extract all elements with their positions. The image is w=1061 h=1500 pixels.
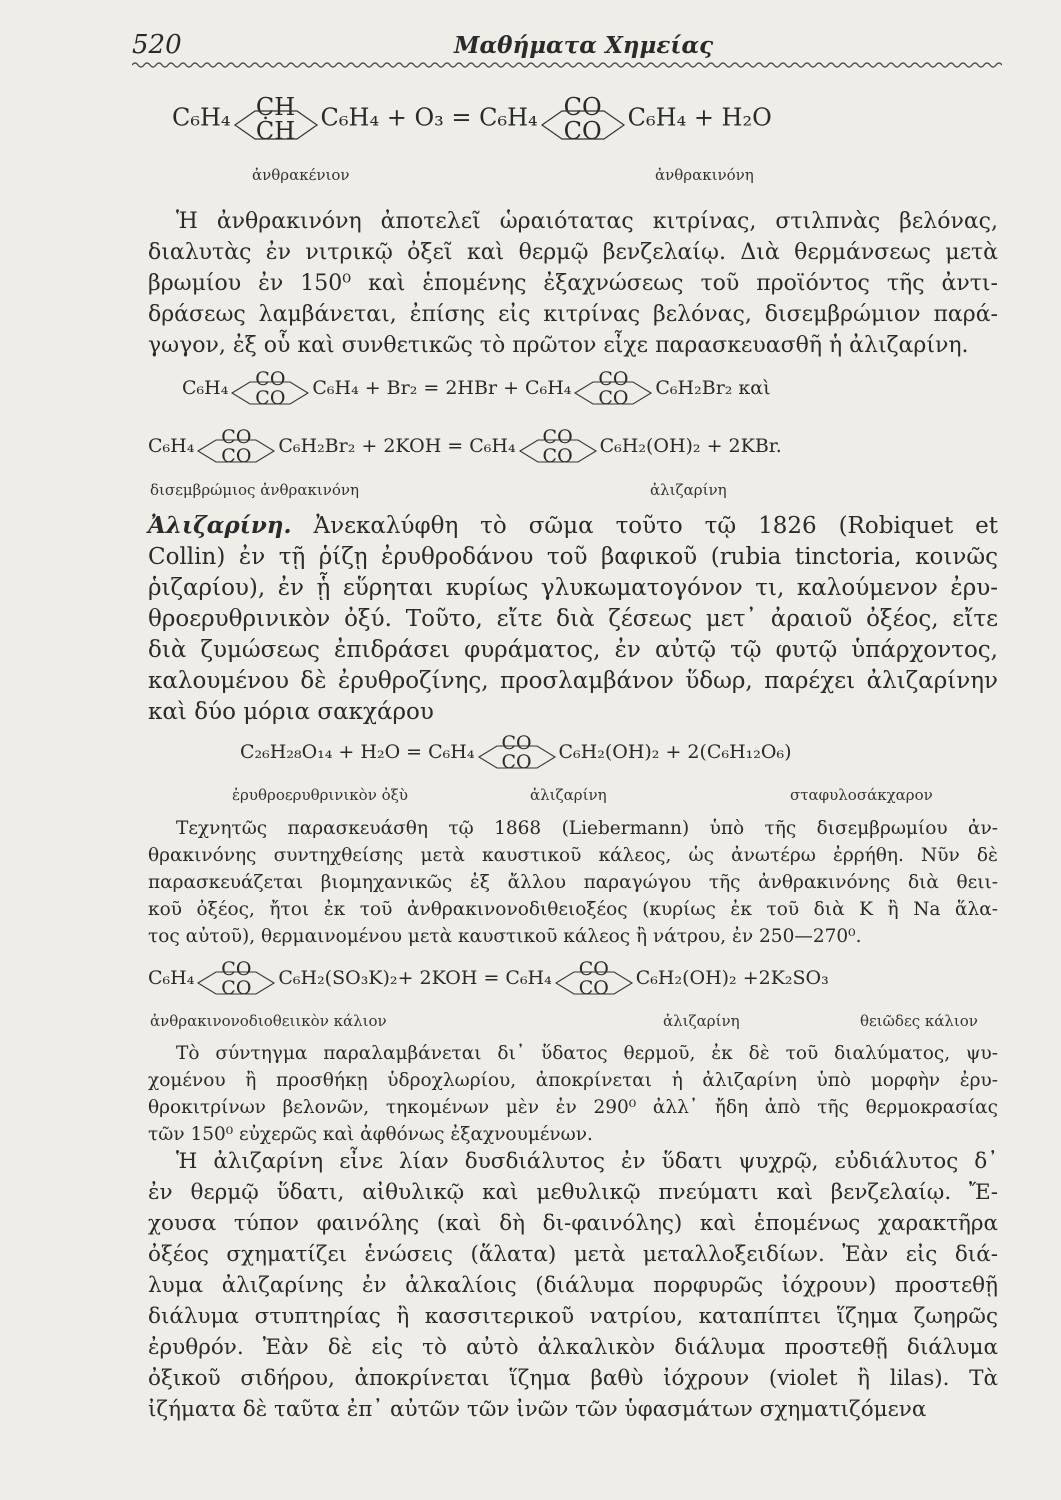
text-line: δράσεως λαμβάνεται, ἐπίσης εἰς κιτρίνας βελόνας, δισεμβρώμιον παρά- — [148, 302, 998, 327]
formula-part: C₆H₂(SO₃K)₂+ 2KOH = C₆H₄ — [278, 967, 552, 989]
bridge-lines — [573, 370, 653, 416]
stack-top: CO — [542, 426, 573, 448]
text-line: Ἡ ἀνθρακινόνη ἀποτελεῖ ὡραιότατας κιτρίνας, στιλπνὰς βελόνας, — [176, 209, 998, 234]
reaction-sulfonate-fusion — [148, 960, 829, 998]
text-line: τῶν 150⁰ εὐχερῶς καὶ ἀφθόνως ἐξαχνουμένων. — [148, 1124, 593, 1145]
text-line-content: Ἀνεκαλύφθη τὸ σῶμα τοῦτο τῷ 1826 (Robiquet et — [313, 513, 998, 539]
text-line: ἐν θερμῷ ὕδατι, αἰθυλικῷ καὶ μεθυλικῷ πνεύματι καὶ βενζελαίῳ. Ἔ- — [148, 1180, 998, 1205]
stack-bottom: CO — [578, 977, 609, 999]
formula-part: C₆H₂Br₂ καὶ — [655, 377, 771, 399]
text-line: διὰ ζυμώσεως ἐπιδράσει φυράματος, ἐν αὐτῷ τῷ φυτῷ ὑπάρχοντος, — [148, 637, 998, 663]
caption-alizarin: ἀλιζαρίνη — [663, 1012, 740, 1030]
bridge-stack — [196, 428, 276, 466]
caption-alizarin: ἀλιζαρίνη — [650, 481, 727, 499]
stack-bottom: CO — [542, 445, 573, 467]
formula-part: C₆H₄ — [148, 967, 195, 989]
stack-top: CO — [598, 368, 629, 390]
caption-alizarin: ἀλιζαρίνη — [530, 786, 607, 804]
paragraph-alizarin — [148, 510, 998, 728]
stack-top: CO — [578, 958, 609, 980]
caption-grape-sugar: σταφυλοσάκχαρον — [790, 786, 933, 804]
bridge-lines — [540, 95, 626, 155]
bridge-lines — [230, 370, 310, 416]
formula-part: C₆H₄ — [148, 435, 195, 457]
text-line: Collin) ἐν τῇ ῥίζῃ ἐρυθροδάνου τοῦ βαφικοῦ (rubia tinctoria, κοινῶς — [148, 544, 998, 570]
text-line: ἰζήματα δὲ ταῦτα ἐπ᾽ αὐτῶν τῶν ἰνῶν τῶν ὑφασμάτων σχηματιζόμενα — [148, 1397, 927, 1422]
formula-part: C₆H₂(OH)₂ +2K₂SO₃ — [635, 967, 829, 989]
stack-top: CO — [221, 426, 252, 448]
paragraph-synthesis — [148, 815, 998, 950]
text-line: τος αὐτοῦ), θερμαινομένου μετὰ καυστικοῦ κάλεος ἢ νάτρου, ἐν 250—270⁰. — [148, 926, 862, 947]
caption-erythroerythrinic-acid: ἐρυθροερυθρινικὸν ὀξὺ — [232, 786, 409, 804]
formula-part: C₆H₄ — [172, 103, 231, 132]
text-line: ὀξικοῦ σιδήρου, ἀποκρίνεται ἵζημα βαθὺ ἰόχρουν (violet ἢ lilas). Τὰ — [148, 1366, 998, 1391]
text-line: διαλυτὰς ἐν νιτρικῷ ὀξεῖ καὶ θερμῷ βενζελαίῳ. Διὰ θερμάνσεως μετὰ — [148, 240, 998, 265]
bridge-stack — [230, 370, 310, 408]
bridge-lines — [554, 960, 634, 1006]
caption-potassium-sulfite: θειῶδες κάλιον — [860, 1012, 978, 1030]
bridge-stack — [554, 960, 634, 998]
text-line: χουσα τύπον φαινόλης (καὶ δὴ δι-φαινόλης) καὶ ἑπομένως χαρακτῆρα — [148, 1211, 998, 1236]
caption-anthracene: ἀνθρακένιον — [252, 166, 350, 184]
stack-top: CO — [221, 958, 252, 980]
text-line: γωγον, ἐξ οὗ καὶ συνθετικῶς τὸ πρῶτον εἶχε παρασκευασθῆ ἡ ἀλιζαρίνη. — [148, 333, 969, 358]
formula-part: C₆H₂(OH)₂ + 2KBr. — [599, 435, 782, 457]
stack-top: CH — [255, 93, 296, 121]
stack-bottom: ĊH — [255, 117, 296, 145]
stack-bottom: CO — [221, 445, 252, 467]
text-line: Ἡ ἀλιζαρίνη εἶνε λίαν δυσδιάλυτος ἐν ὕδατι ψυχρῷ, εὐδιάλυτος δ᾽ — [176, 1149, 998, 1174]
formula-part: C₆H₂(OH)₂ + 2(C₆H₁₂O₆) — [558, 741, 792, 763]
text-line: θρακινόνης συντηχθείσης μετὰ καυστικοῦ κάλεος, ὡς ἀνωτέρω ἐρρήθη. Νῦν δὲ — [148, 845, 998, 866]
stack-bottom: CO — [255, 387, 286, 409]
stack-bottom: CO — [221, 977, 252, 999]
formula-part: C₆H₄ + H₂O — [627, 103, 772, 132]
bridge-stack — [573, 370, 653, 408]
bridge-stack — [196, 960, 276, 998]
formula-part: C₆H₄ + Br₂ = 2HBr + C₆H₄ — [312, 377, 572, 399]
section-title: Ἀλιζαρίνη. — [148, 512, 292, 539]
caption-anthraquinone: ἀνθρακινόνη — [655, 166, 754, 184]
bridge-stack — [233, 95, 319, 143]
bridge-stack — [477, 734, 557, 772]
text-line: διάλυμα στυπτηρίας ἢ κασσιτερικοῦ νατρίου, καταπίπτει ἵζημα ζωηρῶς — [148, 1304, 998, 1329]
formula-part: C₆H₂Br₂ + 2KOH = C₆H₄ — [278, 435, 516, 457]
text-line: ἐρυθρόν. Ἐὰν δὲ εἰς τὸ αὐτὸ ἀλκαλικὸν διάλυμα προστεθῇ διάλυμα — [148, 1335, 998, 1360]
stack-bottom: CO — [501, 751, 532, 773]
caption-potassium-disulfonate: ἀνθρακινονοδιοθειικὸν κάλιον — [150, 1012, 387, 1030]
text-line: θροκιτρίνων βελονῶν, τηκομένων μὲν ἐν 290⁰ ἀλλ᾽ ἤδη ἀπὸ τῆς θερμοκρασίας — [148, 1097, 998, 1118]
stack-bottom: CO — [563, 117, 602, 145]
text-line — [148, 510, 998, 542]
bridge-lines — [477, 734, 557, 780]
stack-top: CO — [501, 732, 532, 754]
stack-bottom: CO — [598, 387, 629, 409]
reaction-glucoside-hydrolysis — [240, 734, 792, 772]
paragraph-anthraquinone — [148, 206, 998, 361]
stack-top: CO — [563, 93, 602, 121]
bridge-lines — [196, 428, 276, 474]
text-line: ῥιζαρίου), ἐν ᾗ εὕρηται κυρίως γλυκωματογόνον τι, καλούμενον ἐρυ- — [148, 575, 998, 601]
formula-part: C₆H₄ + O₃ = C₆H₄ — [320, 103, 538, 132]
text-line: χομένου ἢ προσθήκῃ ὑδροχλωρίου, ἀποκρίνεται ἡ ἀλιζαρίνη ὑπὸ μορφὴν ἐρυ- — [148, 1070, 998, 1091]
paragraph-properties — [148, 1146, 998, 1425]
text-line: βρωμίου ἐν 150⁰ καὶ ἑπομένης ἐξαχνώσεως τοῦ προϊόντος τῆς ἀντι- — [148, 271, 998, 296]
reaction-alizarin-synthesis — [148, 428, 782, 466]
text-line: Τὸ σύντηγμα παραλαμβάνεται δι᾽ ὕδατος θερμοῦ, ἐκ δὲ τοῦ διαλύματος, ψυ- — [176, 1043, 998, 1064]
header-wavy-rule — [132, 60, 1002, 70]
bridge-stack — [518, 428, 598, 466]
bridge-stack — [540, 95, 626, 143]
paragraph-isolation — [148, 1040, 998, 1148]
text-line: καὶ δύο μόρια σακχάρου — [148, 699, 434, 725]
page-number: 520 — [132, 30, 182, 60]
reaction-bromination — [182, 370, 771, 408]
bridge-lines — [233, 95, 319, 155]
text-line: ὀξέος σχηματίζει ἑνώσεις (ἅλατα) μετὰ μεταλλοξειδίων. Ἐὰν εἰς διά- — [148, 1242, 998, 1267]
text-line: Τεχνητῶς παρασκευάσθη τῷ 1868 (Liebermann) ὑπὸ τῆς δισεμβρωμίου ἀν- — [176, 818, 998, 839]
reaction-anthracene-oxidation — [172, 95, 772, 143]
caption-dibromoanthraquinone: δισεμβρώμιος ἀνθρακινόνη — [150, 481, 359, 499]
bridge-lines — [196, 960, 276, 1006]
bridge-lines — [518, 428, 598, 474]
text-line: λυμα ἀλιζαρίνης ἐν ἀλκαλίοις (διάλυμα πορφυρῶς ἰόχρουν) προστεθῇ — [148, 1273, 998, 1298]
text-line: καλουμένου δὲ ἐρυθροζίνης, προσλαμβάνον ὕδωρ, παρέχει ἀλιζαρίνην — [148, 668, 998, 694]
text-line: παρασκευάζεται βιομηχανικῶς ἐξ ἄλλου παραγώγου τῆς ἀνθρακινόνης διὰ θειι- — [148, 872, 998, 893]
text-line: θροερυθρινικὸν ὀξύ. Τοῦτο, εἴτε διὰ ζέσεως μετ᾽ ἀραιοῦ ὀξέος, εἴτε — [148, 606, 998, 632]
formula-part: C₂₆H₂₈O₁₄ + H₂O = C₆H₄ — [240, 741, 475, 763]
formula-part: C₆H₄ — [182, 377, 229, 399]
running-title: Μαθήματα Χημείας — [454, 32, 714, 59]
stack-top: CO — [255, 368, 286, 390]
text-line: κοῦ ὀξέος, ἤτοι ἐκ τοῦ ἀνθρακινονοδιθειοξέος (κυρίως ἐκ τοῦ διὰ K ἢ Na ἅλα- — [148, 899, 998, 920]
